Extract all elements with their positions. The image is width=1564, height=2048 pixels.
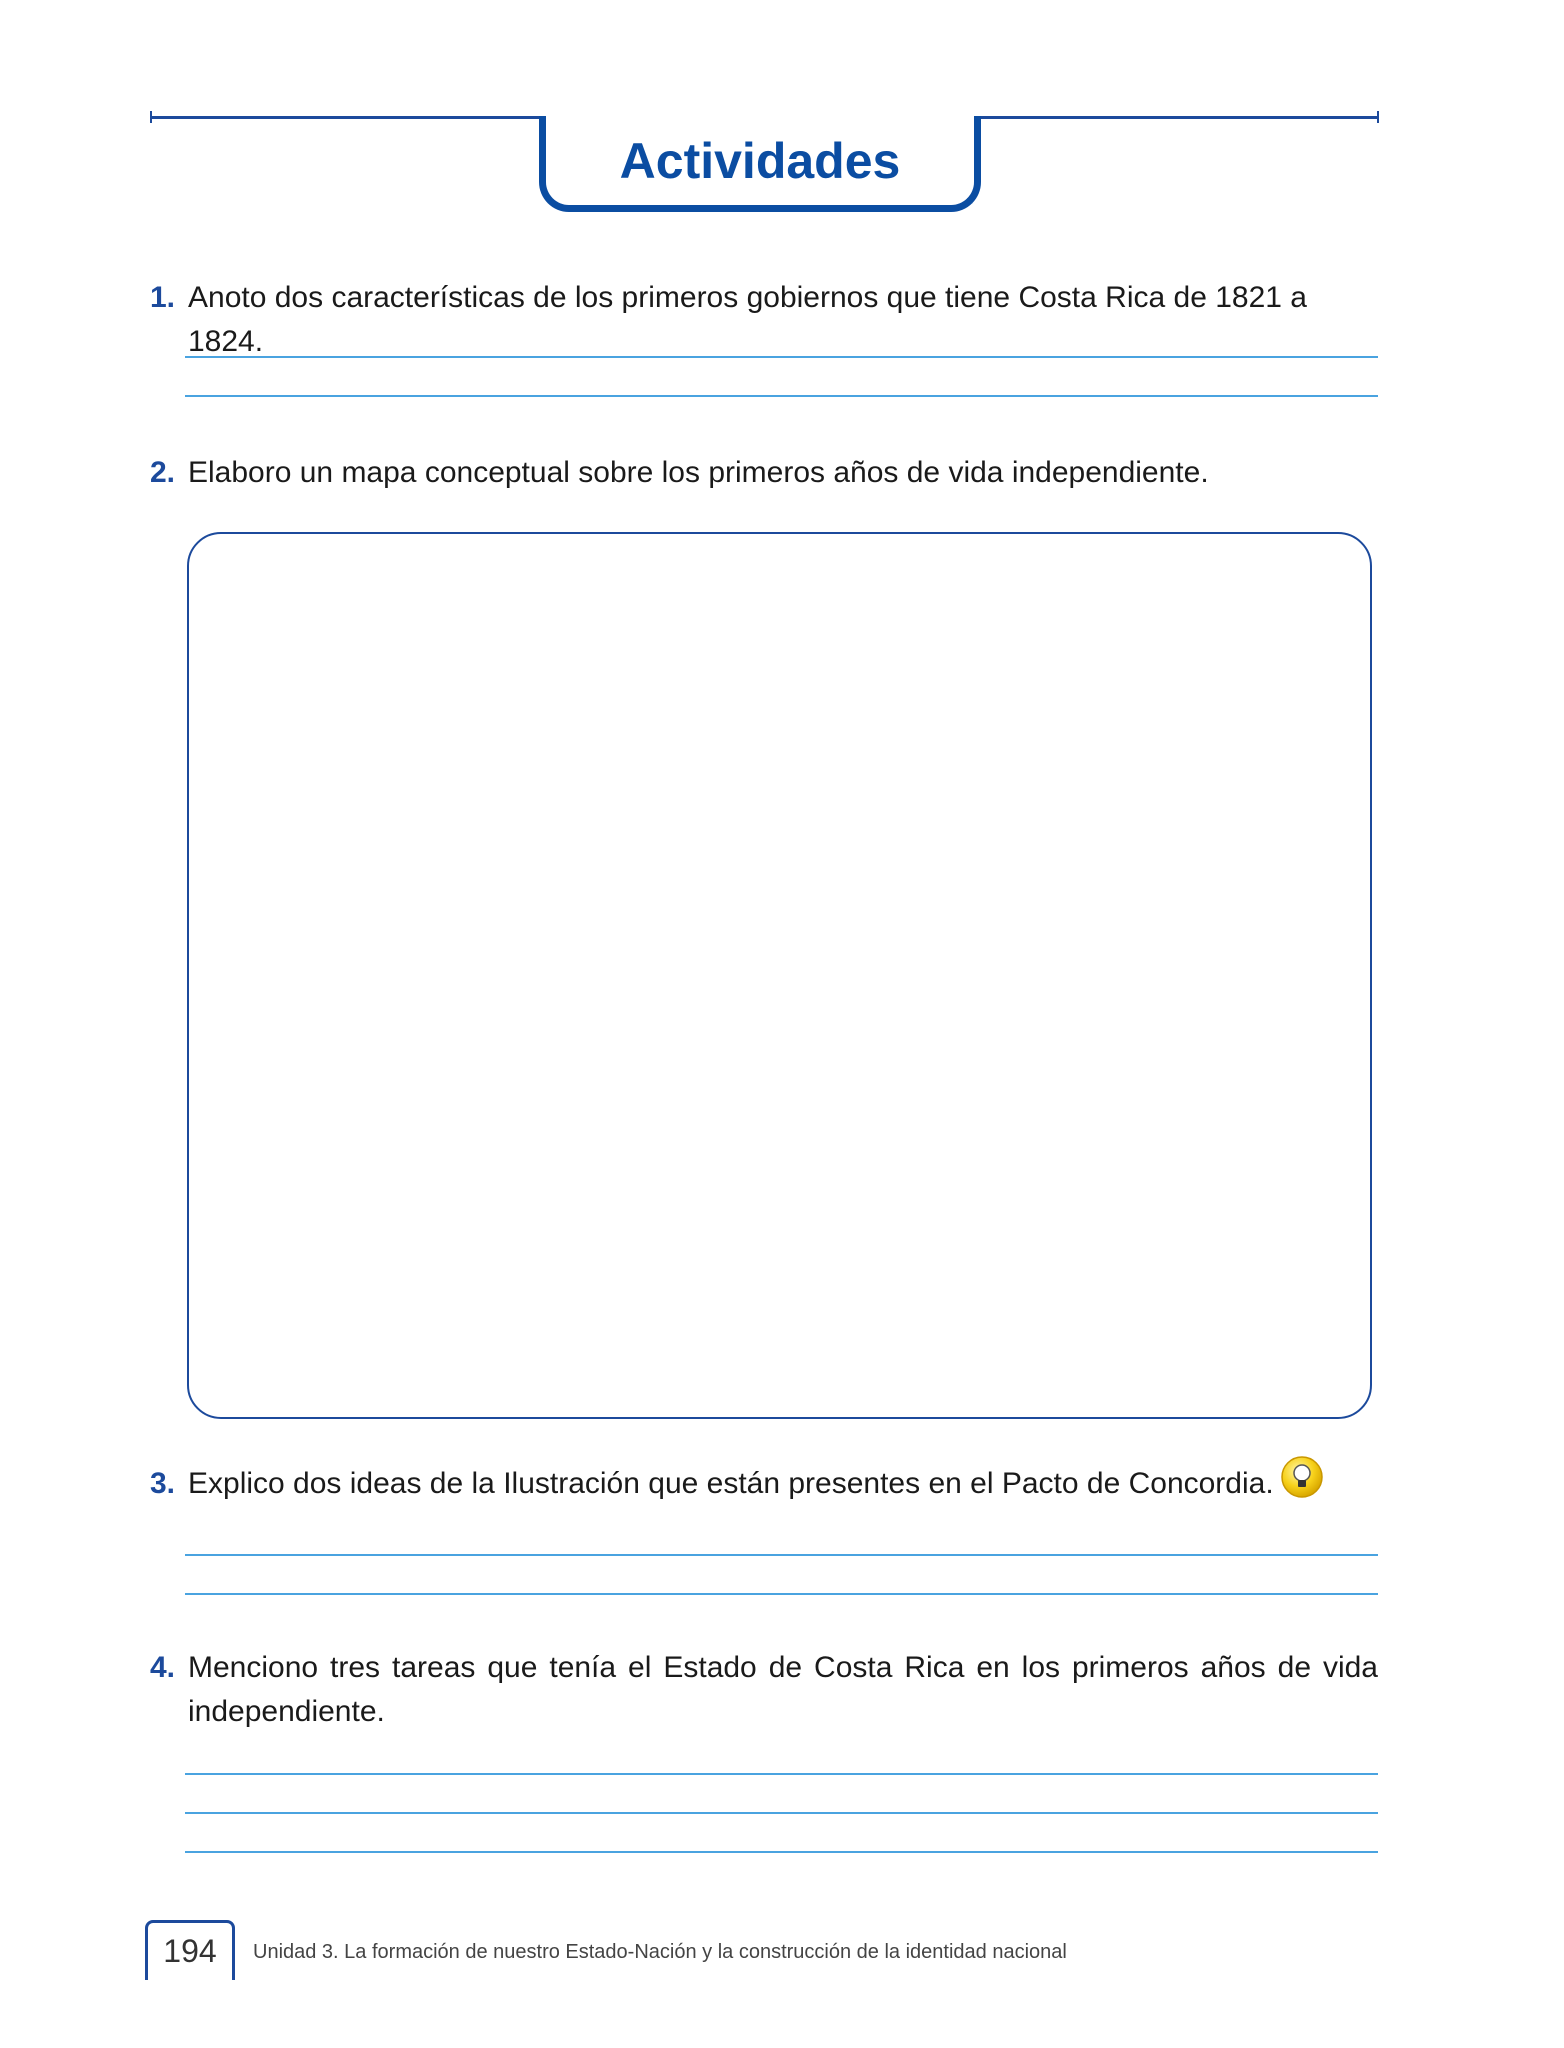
question-number: 2. [150, 456, 176, 489]
page-number: 194 [145, 1920, 235, 1980]
question-text-wrap [188, 1462, 1378, 1507]
header-rule-right-tick [1377, 111, 1379, 123]
footer-unit-text: Unidad 3. La formación de nuestro Estado-Nación y la construcción de la identidad nacional [253, 1941, 1067, 1963]
concept-map-box[interactable] [187, 532, 1372, 1419]
answer-line[interactable] [185, 395, 1378, 397]
question-text: Anoto dos características de los primeros gobiernos que tiene Costa Rica de 1821 a 1824. [188, 281, 1307, 358]
question-text: Menciono tres tareas que tenía el Estado de Costa Rica en los primeros años de vida independiente. [188, 1651, 1378, 1728]
question-number: 3. [150, 1467, 176, 1500]
question-text: Elaboro un mapa conceptual sobre los primeros años de vida independiente. [188, 456, 1209, 489]
answer-line[interactable] [185, 1593, 1378, 1595]
title-tab [539, 116, 981, 212]
answer-line[interactable] [185, 1554, 1378, 1556]
header-rule-left-tick [150, 111, 152, 123]
question-3 [150, 1462, 1378, 1507]
answer-line[interactable] [185, 1773, 1378, 1775]
answer-line[interactable] [185, 356, 1378, 358]
question-text: Explico dos ideas de la Ilustración que están presentes en el Pacto de Concordia. [188, 1467, 1274, 1500]
answer-line[interactable] [185, 1851, 1378, 1853]
question-1 [150, 276, 1378, 364]
lightbulb-icon [1280, 1455, 1324, 1499]
question-4 [150, 1646, 1378, 1734]
question-number: 1. [150, 281, 176, 314]
question-2 [150, 451, 1378, 495]
answer-line[interactable] [185, 1812, 1378, 1814]
page-title: Actividades [619, 132, 901, 189]
question-number: 4. [150, 1651, 176, 1684]
